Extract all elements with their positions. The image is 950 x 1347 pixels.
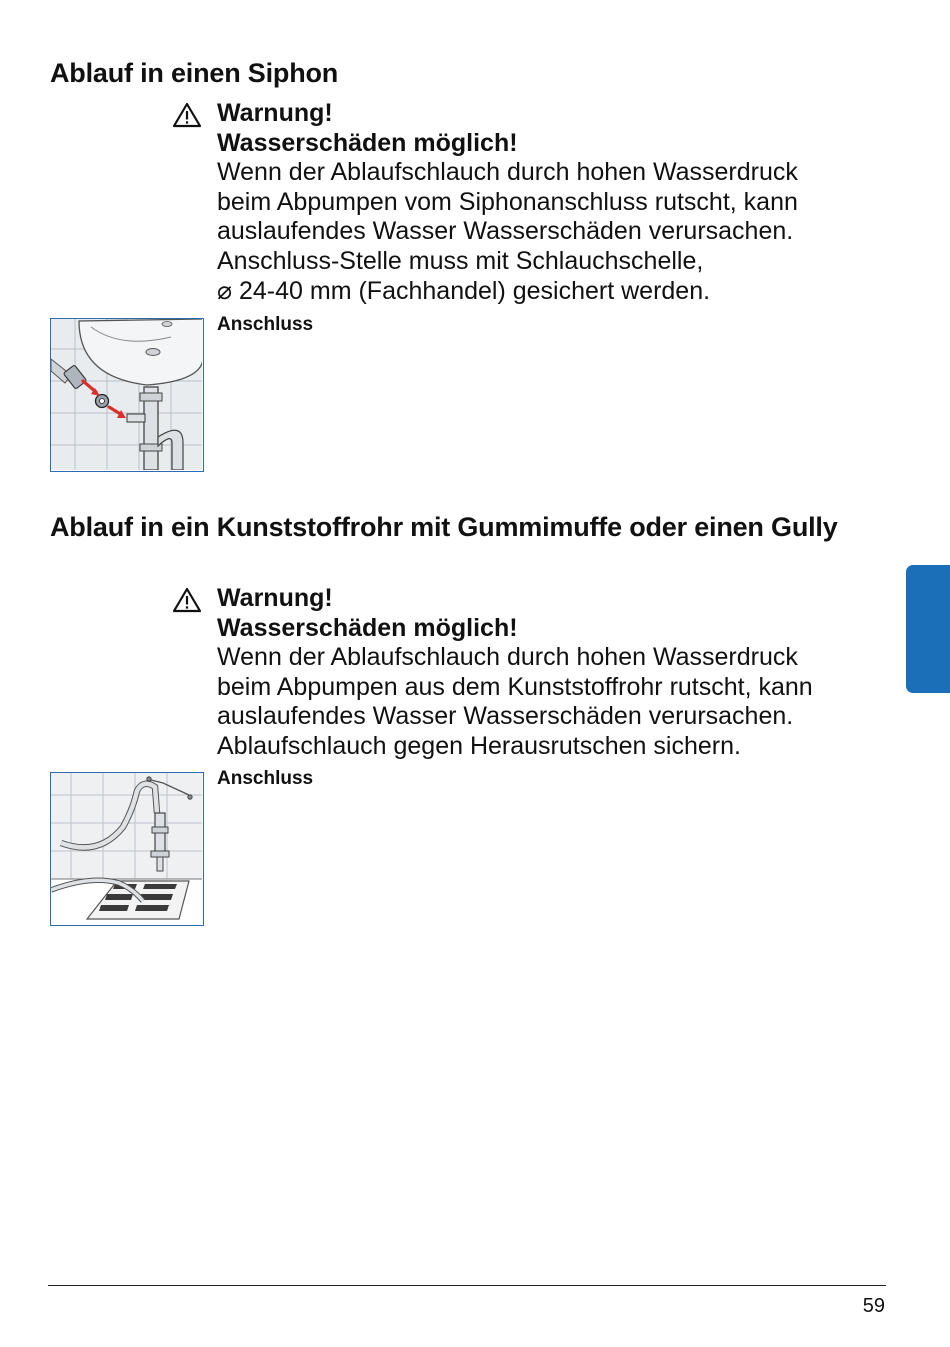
warning-subtitle: Wasserschäden möglich! xyxy=(217,613,518,642)
warning-line: Anschluss-Stelle muss mit Schlauchschelle, xyxy=(217,246,704,275)
plastic-pipe-gully-illustration xyxy=(50,772,204,926)
warning-subtitle: Wasserschäden möglich! xyxy=(217,128,518,157)
warning-line: auslaufendes Wasser Wasserschäden verursachen. xyxy=(217,702,794,731)
illustration-caption: Anschluss xyxy=(217,768,314,789)
warning-text xyxy=(217,584,897,762)
warning-line: auslaufendes Wasser Wasserschäden verursachen. xyxy=(217,217,794,246)
footer-divider xyxy=(48,1285,886,1286)
warning-triangle-icon xyxy=(172,587,202,613)
warning-text xyxy=(217,99,897,306)
warning-line: Ablaufschlauch gegen Herausrutschen sichern. xyxy=(217,731,741,760)
chapter-tab xyxy=(906,565,950,693)
warning-line: beim Abpumpen vom Siphonanschluss rutscht, kann xyxy=(217,187,798,216)
warning-line: Wenn der Ablaufschlauch durch hohen Wasserdruck xyxy=(217,643,798,672)
section-heading-plastic-pipe: Ablauf in ein Kunststoffrohr mit Gummimuffe oder einen Gully xyxy=(50,512,838,542)
warning-line: beim Abpumpen aus dem Kunststoffrohr rutscht, kann xyxy=(217,672,813,701)
siphon-connection-illustration xyxy=(50,318,204,472)
warning-triangle-icon xyxy=(172,102,202,128)
warning-line: Wenn der Ablaufschlauch durch hohen Wasserdruck xyxy=(217,158,798,187)
section-heading-siphon: Ablauf in einen Siphon xyxy=(50,58,339,88)
illustration-caption: Anschluss xyxy=(217,314,314,335)
page-number: 59 xyxy=(862,1295,885,1317)
warning-title: Warnung! xyxy=(217,584,333,612)
warning-line: ⌀ 24-40 mm (Fachhandel) gesichert werden. xyxy=(217,276,711,305)
warning-title: Warnung! xyxy=(217,99,333,127)
